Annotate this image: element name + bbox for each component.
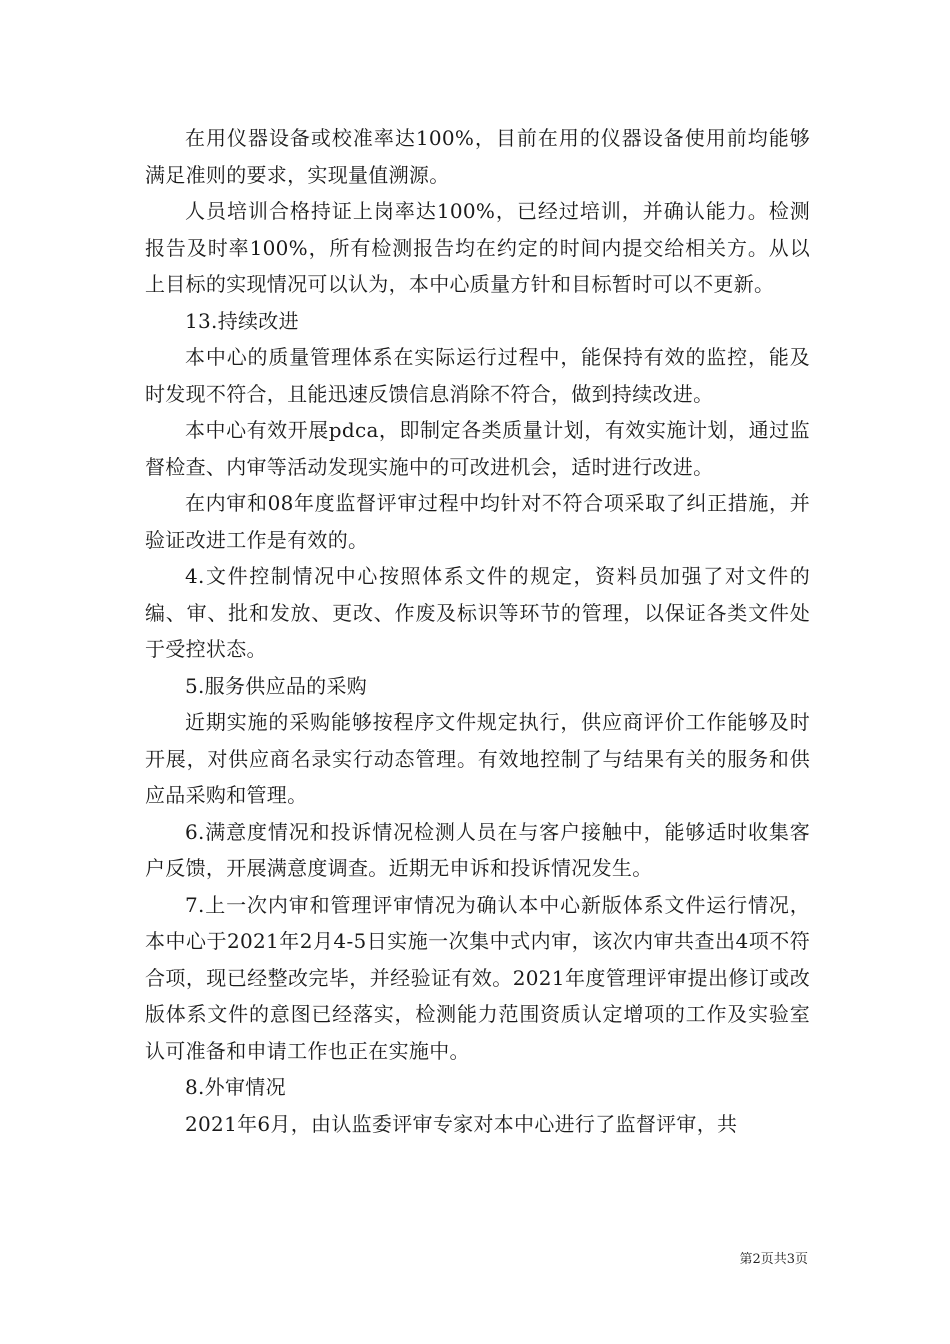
- paragraph-procurement: 近期实施的采购能够按程序文件规定执行，供应商评价工作能够及时开展，对供应商名录实行动态管理。有效地控制了与结果有关的服务和供应品采购和管理。: [145, 710, 810, 807]
- paragraph-quality-system-monitoring: 本中心的质量管理体系在实际运行过程中，能保持有效的监控，能及时发现不符合，且能迅速反馈信息消除不符合，做到持续改进。: [145, 345, 810, 406]
- document-body: [145, 120, 810, 1142]
- paragraph-satisfaction-complaints: 6.满意度情况和投诉情况检测人员在与客户接触中，能够适时收集客户反馈，开展满意度调查。近期无申诉和投诉情况发生。: [145, 819, 810, 880]
- heading-procurement: 5.服务供应品的采购: [185, 673, 368, 698]
- paragraph-external-audit: 2021年6月，由认监委评审专家对本中心进行了监督评审，共: [185, 1111, 738, 1136]
- page-number: 第2页共3页: [739, 1252, 808, 1267]
- paragraph-internal-audit-review: 7.上一次内审和管理评审情况为确认本中心新版体系文件运行情况，本中心于2021年2月4-5日实施一次集中式内审，该次内审共查出4项不符合项，现已经整改完毕，并经验证有效。2021年度管理评审提出修订或改版体系文件的意图已经落实，检测能力范围资质认定增项的工作及实验室认可准备和申请工作也正在实施中。: [145, 892, 810, 1063]
- heading-external-audit: 8.外审情况: [185, 1075, 286, 1099]
- paragraph-pdca: 本中心有效开展pdca，即制定各类质量计划，有效实施计划，通过监督检查、内审等活动发现实施中的可改进机会，适时进行改进。: [145, 418, 810, 479]
- paragraph-calibration-rate: 在用仪器设备或校准率达100%，目前在用的仪器设备使用前均能够满足准则的要求，实现量值溯源。: [145, 126, 810, 187]
- heading-continuous-improvement: 13.持续改进: [185, 308, 299, 333]
- paragraph-document-control: 4.文件控制情况中心按照体系文件的规定，资料员加强了对文件的编、审、批和发放、更改、作废及标识等环节的管理，以保证各类文件处于受控状态。: [145, 564, 810, 661]
- paragraph-corrective-actions: 在内审和08年度监督评审过程中均针对不符合项采取了纠正措施，并验证改进工作是有效的。: [145, 491, 810, 552]
- paragraph-training-and-reports: 人员培训合格持证上岗率达100%，已经过培训，并确认能力。检测报告及时率100%，所有检测报告均在约定的时间内提交给相关方。从以上目标的实现情况可以认为，本中心质量方针和目标暂时可以不更新。: [145, 199, 810, 296]
